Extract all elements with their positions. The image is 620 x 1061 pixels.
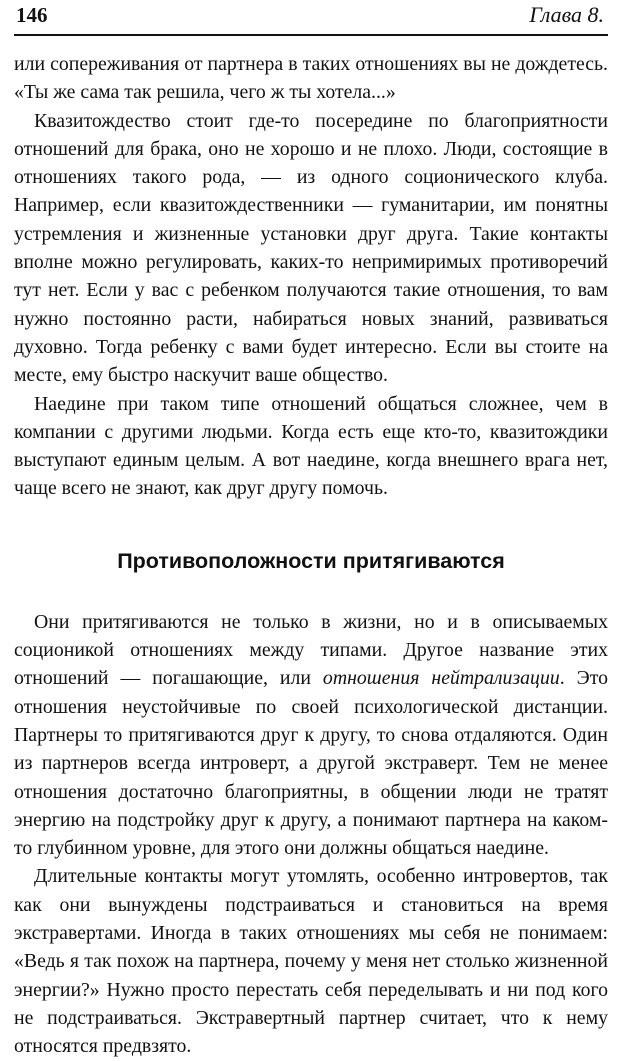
paragraph-opposites-end: . Это отношения неустойчивые по своей психологической дистанции. Партнеры то притягиваются друг к другу, то снова отдаляются. Один из партнеров всегда интроверт, а другой экстраверт. Тем не менее отношения достаточно благоприятны, в общении люди не тратят энергию на подстройку друг к другу, а понимают партнера на каком-то глубинном уровне, для этого они должны общаться наедине. (14, 667, 608, 860)
running-head (14, 0, 608, 36)
paragraph-alone-together: Наедине при таком типе отношений общаться сложнее, чем в компании с другими людьми. Когда есть еще кто-то, квазитождики выступают единым целым. А вот наедине, когда внешнего врага нет, чаще всего не знают, как друг другу помочь. (14, 392, 608, 500)
chapter-label: Глава 8. (529, 2, 604, 27)
paragraph-opposites (14, 608, 608, 863)
section-heading: Противоположности притягиваются (117, 548, 505, 573)
italic-term: отношения нейтрализации (322, 667, 560, 690)
paragraph-continued: или сопереживания от партнера в таких отношениях вы не дождетесь. «Ты же сама так решила, чего ж ты хотела...» (14, 53, 608, 104)
paragraph-opposites-start: Они притягиваются не только в жизни, но и в описываемых соционикой отношениях между типами. Другое название этих отношений — погашающие, или (14, 610, 608, 690)
paragraph-long-contacts: Длительные контакты могут утомлять, особенно интровертов, так как они вынуждены подстраиваться и становиться на время экстравертами. Иногда в таких отношениях мы себя не понимаем: «Ведь я так похож на партнера, почему у меня нет столько жизненной энергии?» Нужно просто перестать себя переделывать и ни под кого не подстраиваться. Экстравертный партнер считает, что к нему относятся предвзято. (14, 865, 608, 1058)
page-number: 146 (16, 3, 48, 27)
body-text (14, 50, 608, 1061)
paragraph-quasi-identity: Квазитождество стоит где-то посередине по благоприятности отношений для брака, оно не хорошо и не плохо. Люди, состоящие в отношениях такого рода, — из одного соционического клуба. Например, если квазитождественники — гуманитарии, им понятны устремления и жизненные установки друг друга. Такие контакты вполне можно регулировать, каких-то непримиримых противоречий тут нет. Если у вас с ребенком получаются такие отношения, то вам нужно постоянно расти, набираться новых знаний, развиваться духовно. Тогда ребенку с вами будет интересно. Если вы стоите на месте, ему быстро наскучит ваше общество. (14, 109, 608, 387)
